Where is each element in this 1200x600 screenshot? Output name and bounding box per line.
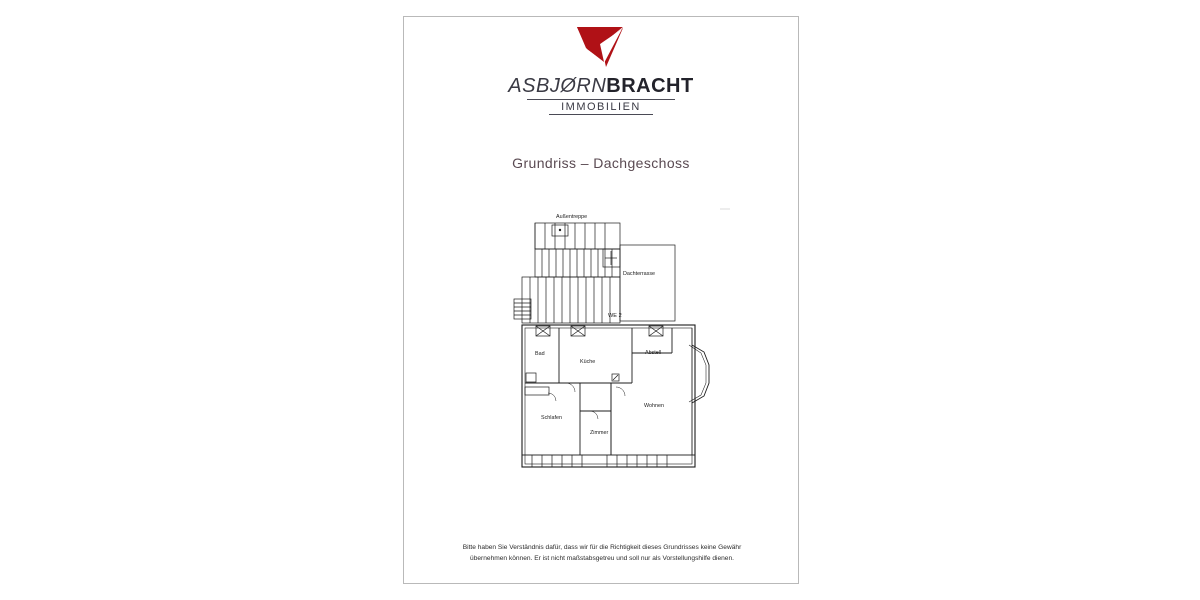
disclaimer-line-2: übernehmen können. Er ist nicht maßstabsgetreu und soll nur als Vorstellungshilfe dienen. [470,554,734,562]
disclaimer-note [424,543,780,565]
brand-wordmark [404,75,798,98]
room-label-abstell: Abstell [645,350,662,356]
room-label-schlafen: Schlafen [541,415,562,421]
brand-subtitle: IMMOBILIEN [561,101,641,113]
brand-divider-bottom [549,114,653,115]
brand-name-part1: ASBJØRN [508,75,607,97]
room-label-aussentreppe: Außentreppe [556,214,588,220]
floorplan-drawing [404,197,800,487]
page-title: Grundriss – Dachgeschoss [512,155,690,171]
brand-name-part2: BRACHT [606,75,694,97]
floorplan-svg [404,197,800,487]
floorplan-document-sheet [403,16,799,584]
room-label-zimmer: Zimmer [590,430,609,436]
disclaimer-line-1: Bitte haben Sie Verständnis dafür, dass wir für die Richtigkeit dieses Grundrisses keine Gewähr [462,544,742,551]
room-label-dachterrasse: Dachterrasse [623,271,656,277]
brand-logo [404,25,798,115]
unit-label-we2: WE 2 [608,313,622,319]
brand-divider-top [527,99,675,100]
room-label-kueche: Küche [580,359,596,365]
room-label-bad: Bad [535,351,545,357]
room-label-wohnen: Wohnen [644,403,664,409]
asbjorn-bracht-flag-mark-icon [573,25,629,73]
